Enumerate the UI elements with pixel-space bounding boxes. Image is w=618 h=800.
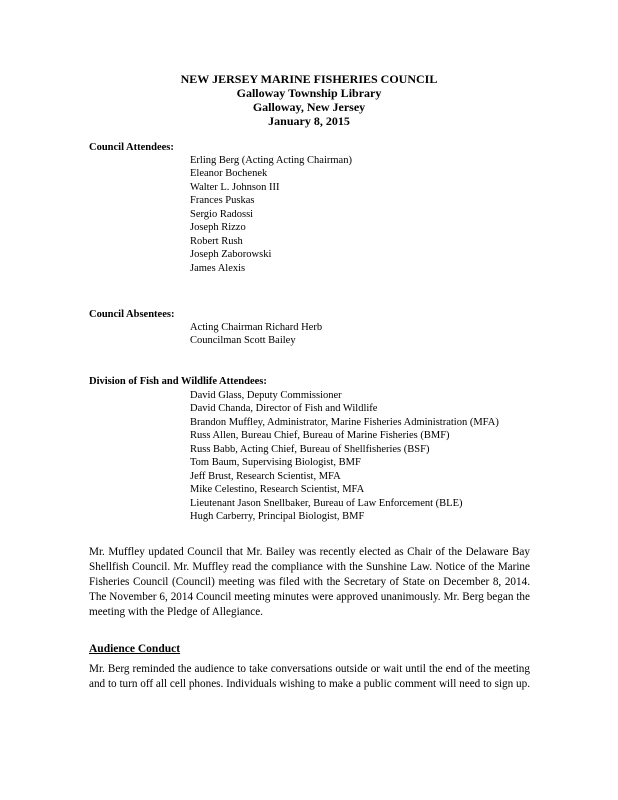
list-item: Hugh Carberry, Principal Biologist, BMF bbox=[190, 511, 365, 523]
division-heading: Division of Fish and Wildlife Attendees: bbox=[89, 376, 267, 387]
list-item: Walter L. Johnson III bbox=[190, 181, 280, 193]
list-item: Jeff Brust, Research Scientist, MFA bbox=[190, 470, 341, 482]
attendees-heading: Council Attendees: bbox=[89, 142, 174, 153]
list-item: Lieutenant Jason Snellbaker, Bureau of Law Enforcement (BLE) bbox=[190, 497, 463, 509]
absentees-list bbox=[190, 321, 322, 348]
list-item: David Glass, Deputy Commissioner bbox=[190, 390, 342, 401]
list-item: Mike Celestino, Research Scientist, MFA bbox=[190, 484, 365, 496]
location-line: Galloway, New Jersey bbox=[252, 100, 366, 114]
list-item: Frances Puskas bbox=[190, 195, 255, 207]
list-item: Tom Baum, Supervising Biologist, BMF bbox=[190, 457, 361, 469]
list-item: Russ Allen, Bureau Chief, Bureau of Marine Fisheries (BMF) bbox=[190, 430, 450, 442]
document-header bbox=[0, 72, 618, 128]
list-item: Russ Babb, Acting Chief, Bureau of Shellfisheries (BSF) bbox=[190, 443, 430, 455]
audience-conduct-heading: Audience Conduct bbox=[89, 643, 181, 655]
list-item: Brandon Muffley, Administrator, Marine Fisheries Administration (MFA) bbox=[190, 416, 499, 428]
list-item: Acting Chairman Richard Herb bbox=[190, 322, 323, 333]
list-item: James Alexis bbox=[190, 262, 246, 274]
venue-line: Galloway Township Library bbox=[236, 86, 382, 100]
list-item: Councilman Scott Bailey bbox=[190, 335, 296, 347]
division-list bbox=[190, 389, 499, 524]
date-line: January 8, 2015 bbox=[268, 114, 350, 128]
list-item: Joseph Zaborowski bbox=[190, 249, 272, 261]
list-item: Eleanor Bochenek bbox=[190, 168, 268, 180]
absentees-heading: Council Absentees: bbox=[89, 309, 175, 320]
list-item: David Chanda, Director of Fish and Wildlife bbox=[190, 403, 378, 415]
org-title: NEW JERSEY MARINE FISHERIES COUNCIL bbox=[180, 72, 438, 86]
attendees-list bbox=[190, 154, 352, 275]
list-item: Joseph Rizzo bbox=[190, 222, 246, 234]
list-item: Sergio Radossi bbox=[190, 208, 254, 220]
intro-paragraph: Mr. Muffley updated Council that Mr. Bailey was recently elected as Chair of the Delaware Bay Shellfish Council. Mr. Muffley read the compliance with the Sunshine Law. Notice of the Marine Fisheries Council (Council) meeting was filed with the Secretary of State on December 8, 2014. The November 6, 2014 Council meeting minutes were approved unanimously. Mr. Berg began the meeting with the Pledge of Allegiance. bbox=[89, 546, 530, 619]
list-item: Robert Rush bbox=[190, 235, 243, 247]
list-item: Erling Berg (Acting Acting Chairman) bbox=[190, 155, 352, 166]
audience-conduct-paragraph: Mr. Berg reminded the audience to take conversations outside or wait until the end of the meeting and to turn off all cell phones. Individuals wishing to make a public comment will need to sign up. bbox=[89, 663, 530, 691]
